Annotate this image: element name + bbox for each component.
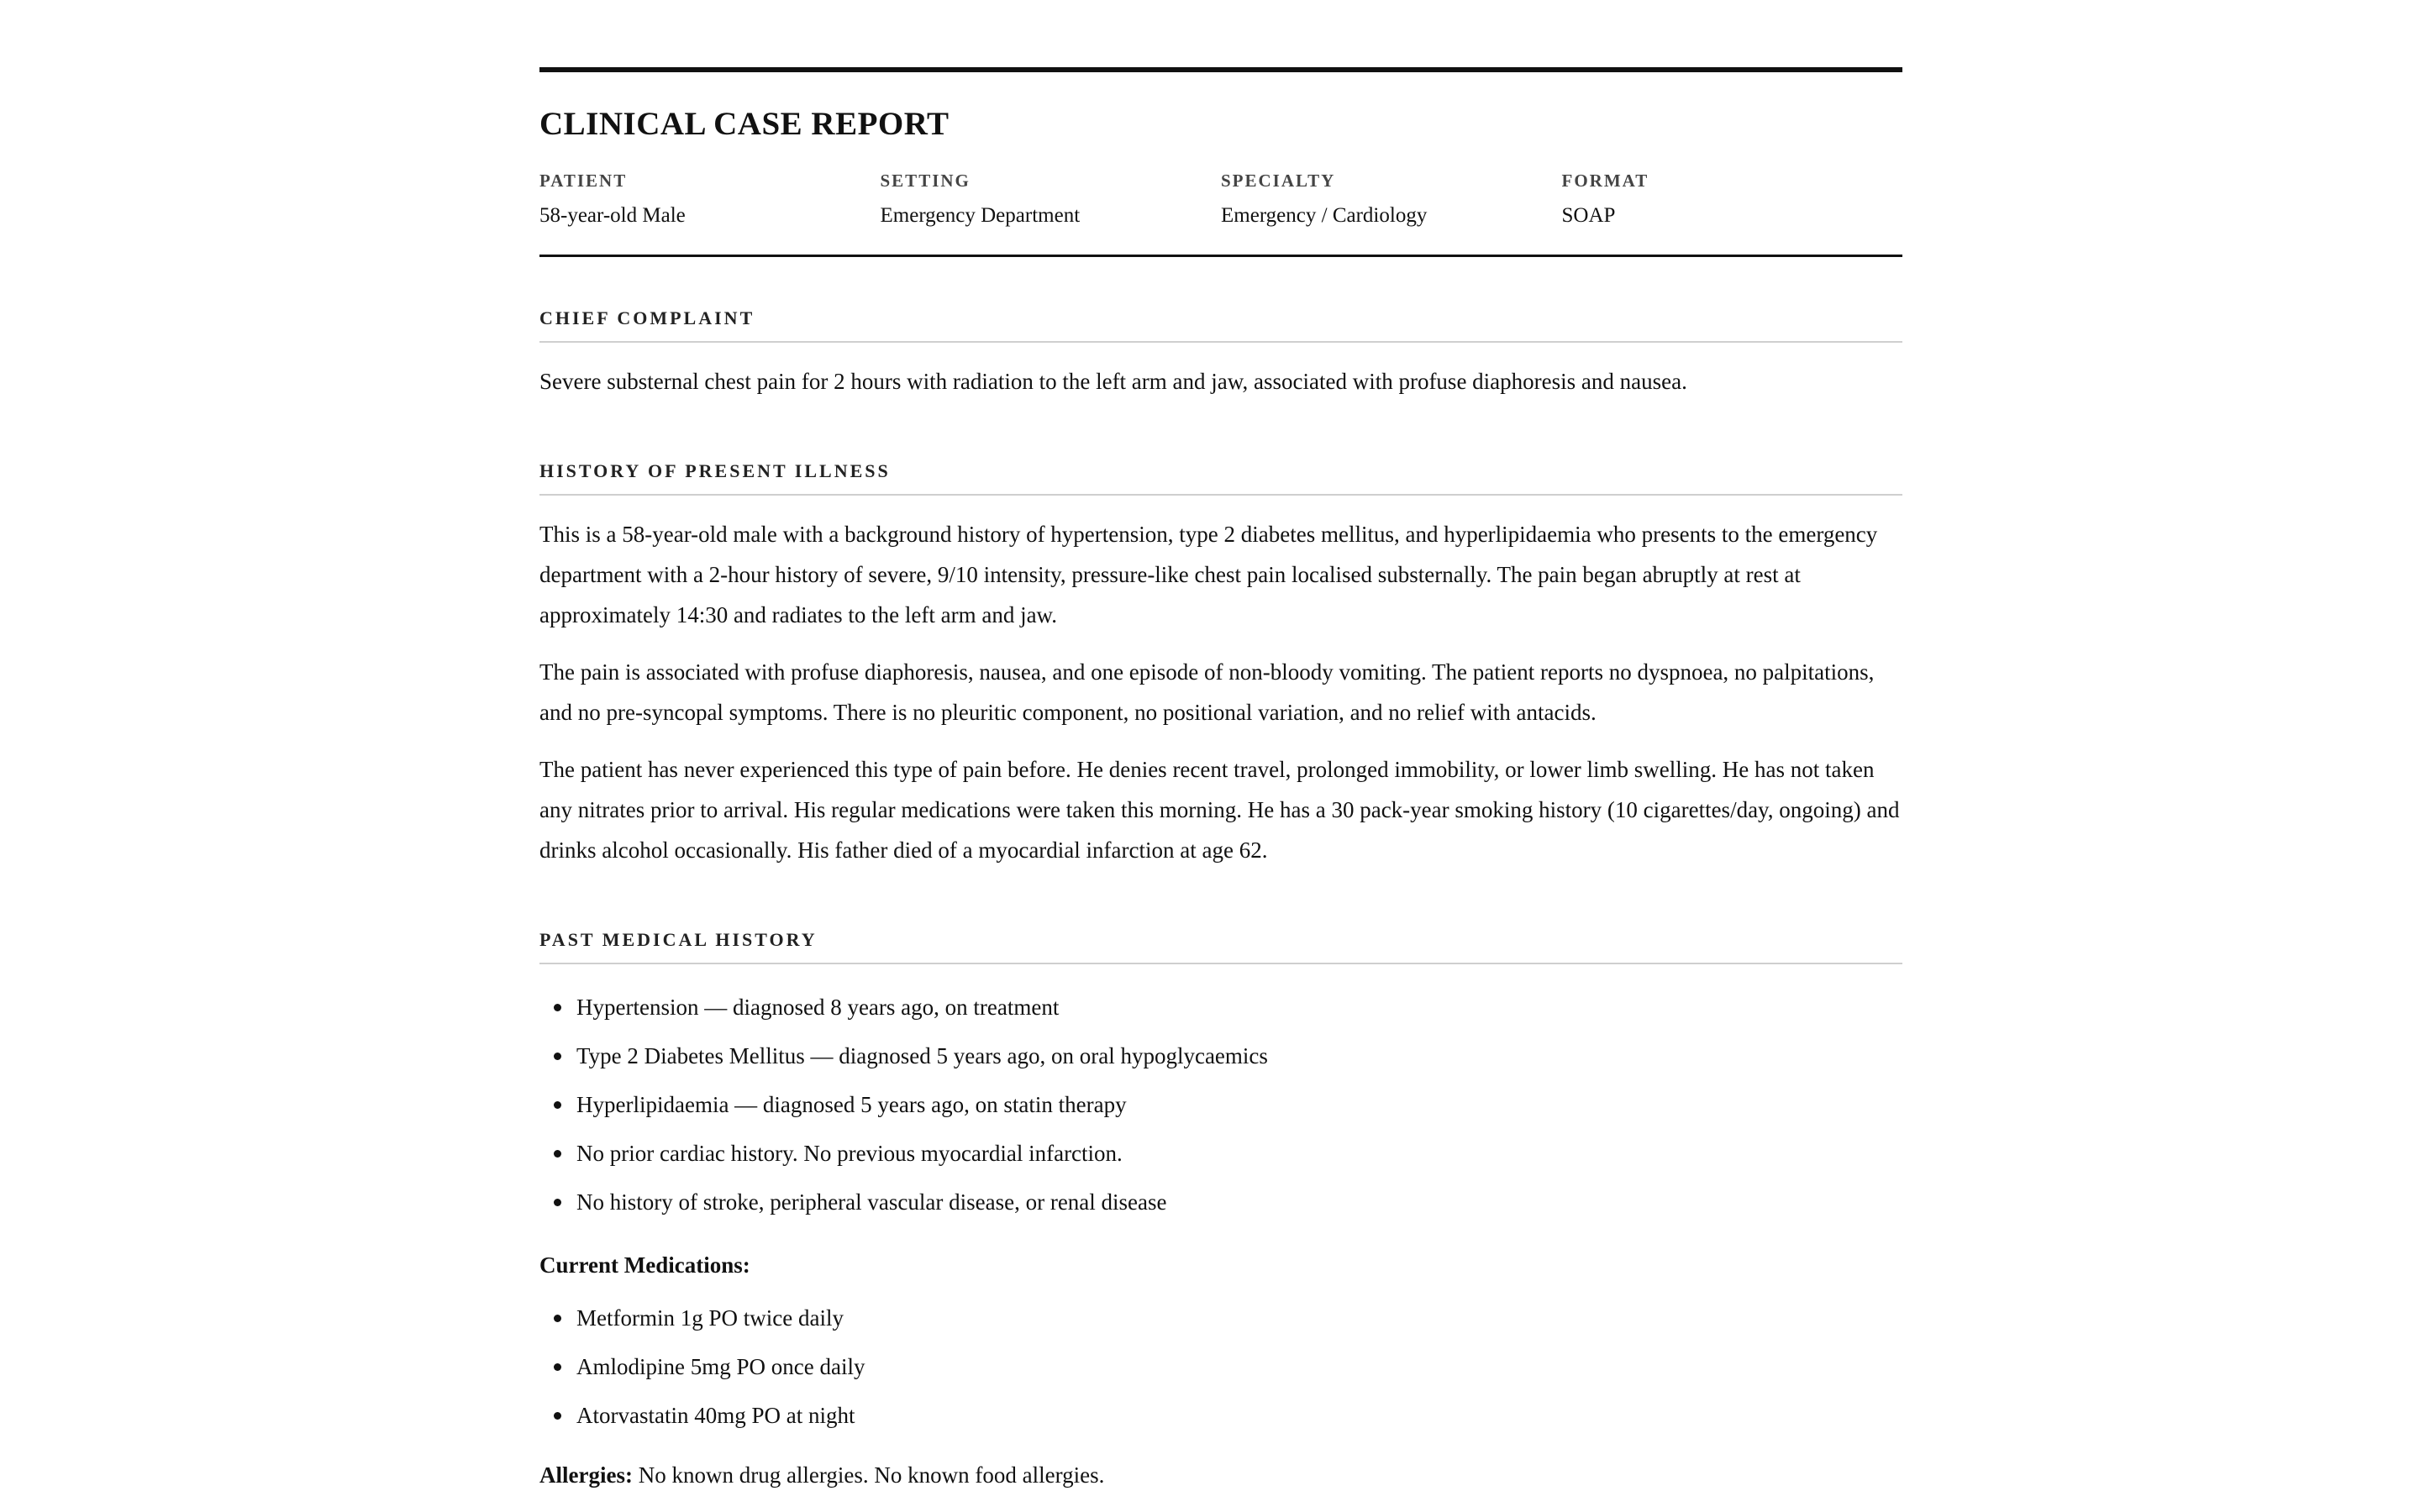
section-heading: CHIEF COMPLAINT [539, 309, 1902, 343]
allergies-line [539, 1455, 1902, 1495]
list-item: Hyperlipidaemia — diagnosed 5 years ago, on statin therapy [539, 1080, 1902, 1129]
hpi-paragraph: The patient has never experienced this type of pain before. He denies recent travel, prolonged immobility, or lower limb swelling. He has not taken any nitrates prior to arrival. His regular medications were taken this morning. He has a 30 pack-year smoking history (10 cigarettes/day, ongoing) and drinks alcohol occasionally. His father died of a myocardial infarction at age 62. [539, 757, 1900, 863]
meta-value: 58-year-old Male [539, 204, 686, 227]
meta-label: FORMAT [1561, 171, 1649, 191]
hpi-paragraph: This is a 58-year-old male with a background history of hypertension, type 2 diabetes mellitus, and hyperlipidaemia who presents to the emergency department with a 2-hour history of severe, 9/10 intensity, pressure-like chest pain localised substernally. The pain began abruptly at rest at approximately 14:30 and radiates to the left arm and jaw. [539, 522, 1878, 627]
hpi-section [539, 462, 1902, 870]
list-item: Metformin 1g PO twice daily [539, 1294, 1902, 1342]
medications-heading: Current Medications: [539, 1252, 750, 1278]
meta-value: Emergency / Cardiology [1221, 204, 1428, 227]
meta-label: PATIENT [539, 171, 628, 191]
allergies-label: Allergies: [539, 1462, 633, 1488]
meta-label: SPECIALTY [1221, 171, 1336, 191]
report-meta [539, 172, 1902, 257]
pmh-list [539, 983, 1902, 1226]
section-heading: HISTORY OF PRESENT ILLNESS [539, 462, 1902, 496]
meta-specialty [1221, 172, 1562, 226]
meta-format [1562, 172, 1903, 226]
chief-complaint-section [539, 309, 1902, 402]
list-item: Atorvastatin 40mg PO at night [539, 1391, 1902, 1440]
meta-value: SOAP [1561, 204, 1616, 227]
list-item: No history of stroke, peripheral vascular disease, or renal disease [539, 1178, 1902, 1226]
meta-value: Emergency Department [880, 204, 1081, 227]
top-rule [539, 67, 1902, 72]
chief-complaint-text: Severe substernal chest pain for 2 hours with radiation to the left arm and jaw, associated with profuse diaphoresis and nausea. [539, 369, 1687, 394]
section-heading: PAST MEDICAL HISTORY [539, 931, 1902, 964]
report-title: CLINICAL CASE REPORT [539, 106, 950, 142]
meta-patient [539, 172, 881, 226]
list-item: Amlodipine 5mg PO once daily [539, 1342, 1902, 1391]
meta-setting [881, 172, 1222, 226]
medications-list [539, 1294, 1902, 1440]
list-item: Type 2 Diabetes Mellitus — diagnosed 5 years ago, on oral hypoglycaemics [539, 1032, 1902, 1080]
allergies-text: No known drug allergies. No known food allergies. [632, 1462, 1105, 1488]
meta-label: SETTING [880, 171, 971, 191]
report-page [539, 67, 1902, 1495]
list-item: No prior cardiac history. No previous myocardial infarction. [539, 1129, 1902, 1178]
hpi-paragraph: The pain is associated with profuse diaphoresis, nausea, and one episode of non-bloody vomiting. The patient reports no dyspnoea, no palpitations, and no pre-syncopal symptoms. There is no pleuritic component, no positional variation, and no relief with antacids. [539, 659, 1875, 725]
pmh-section [539, 931, 1902, 1495]
list-item: Hypertension — diagnosed 8 years ago, on treatment [539, 983, 1902, 1032]
